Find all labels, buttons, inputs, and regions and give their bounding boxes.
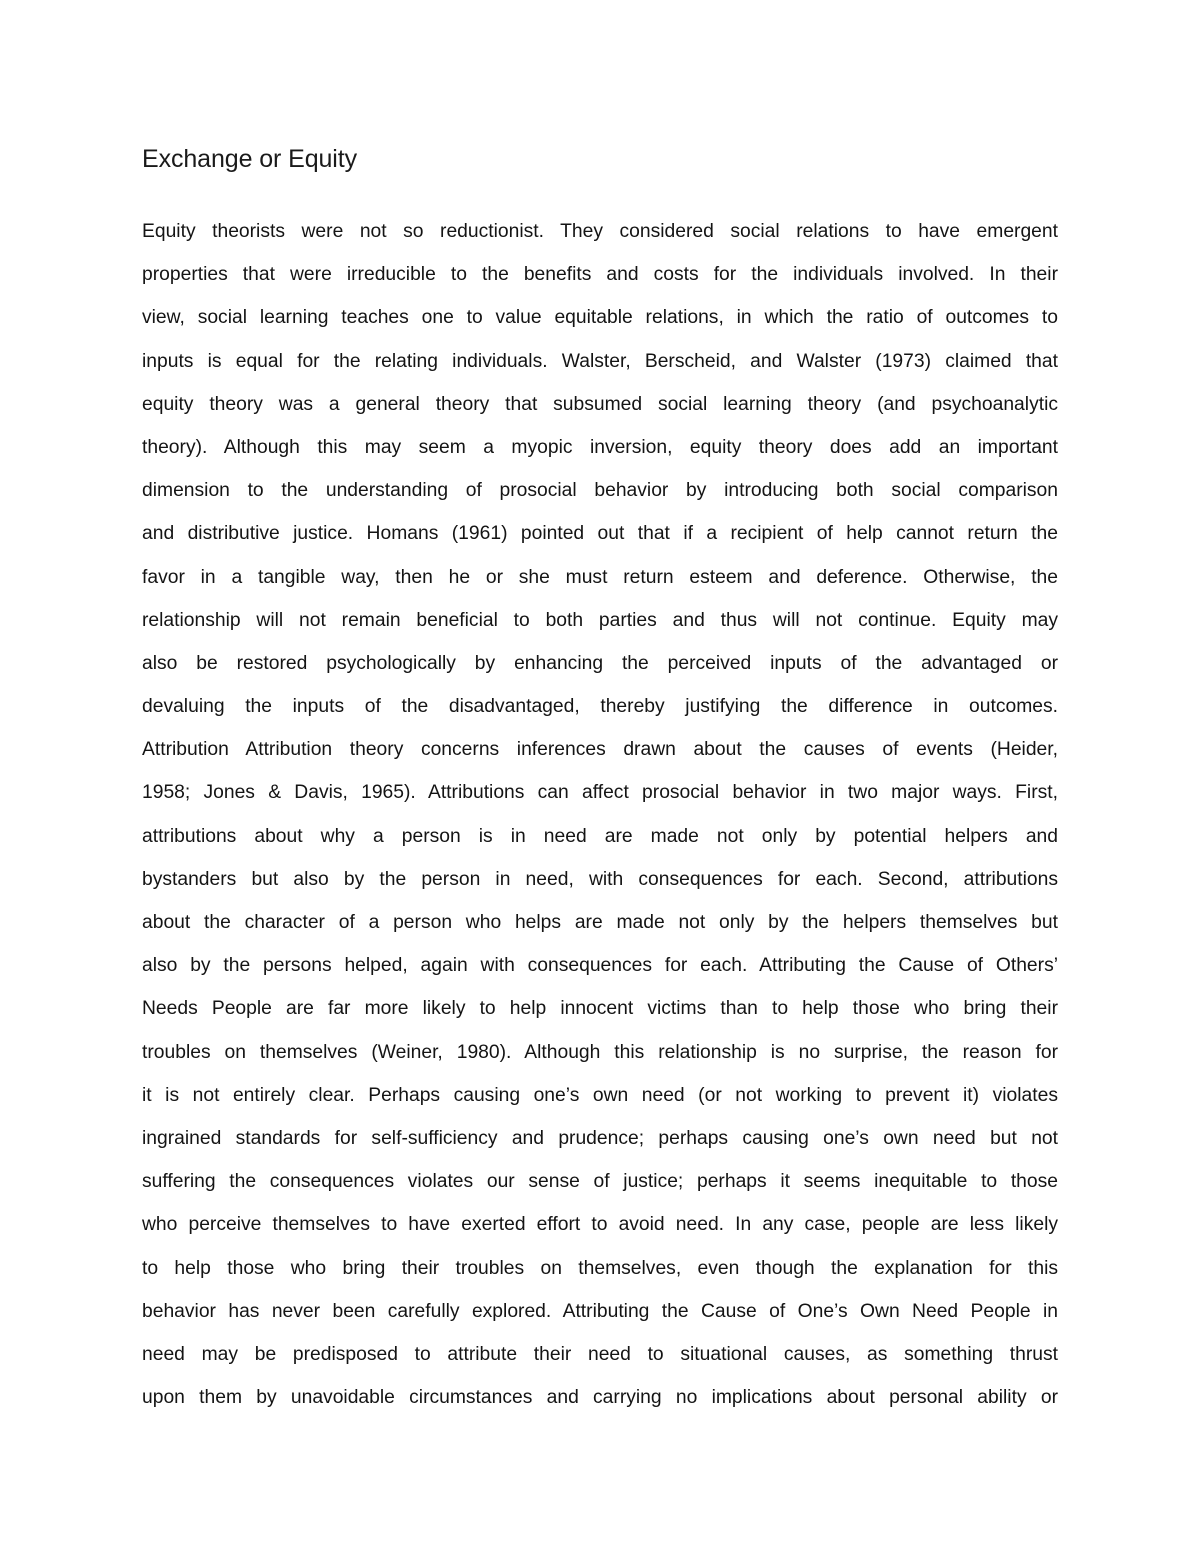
body-line: Equity theorists were not so reductionist. They considered social relations to have emergent [142,221,1058,242]
body-line: it is not entirely clear. Perhaps causing one’s own need (or not working to prevent it) violates [142,1084,1058,1106]
body-line: view, social learning teaches one to value equitable relations, in which the ratio of outcomes to [142,307,1058,329]
body-line: properties that were irreducible to the benefits and costs for the individuals involved. In their [142,264,1058,286]
body-line: who perceive themselves to have exerted effort to avoid need. In any case, people are less likely [142,1214,1058,1236]
body-line: devaluing the inputs of the disadvantaged, thereby justifying the difference in outcomes. [142,696,1058,718]
body-line: 1958; Jones & Davis, 1965). Attributions can affect prosocial behavior in two major ways. First, [142,782,1058,804]
body-line: theory). Although this may seem a myopic inversion, equity theory does add an important [142,436,1058,458]
document-body [142,210,1058,1419]
body-line: Attribution Attribution theory concerns inferences drawn about the causes of events (Heider, [142,739,1058,761]
body-line: relationship will not remain beneficial to both parties and thus will not continue. Equity may [142,609,1058,631]
body-line: behavior has never been carefully explored. Attributing the Cause of One’s Own Need People in [142,1300,1058,1322]
body-line: inputs is equal for the relating individuals. Walster, Berscheid, and Walster (1973) claimed that [142,350,1058,372]
body-line: also be restored psychologically by enhancing the perceived inputs of the advantaged or [142,652,1058,674]
body-line: equity theory was a general theory that subsumed social learning theory (and psychoanalytic [142,393,1058,415]
body-line: ingrained standards for self-sufficiency and prudence; perhaps causing one’s own need but not [142,1127,1058,1149]
body-line: dimension to the understanding of prosocial behavior by introducing both social comparison [142,480,1058,502]
body-line: suffering the consequences violates our sense of justice; perhaps it seems inequitable to those [142,1171,1058,1193]
body-line: and distributive justice. Homans (1961) pointed out that if a recipient of help cannot return the [142,523,1058,545]
document-heading: Exchange or Equity [142,145,357,173]
body-line: about the character of a person who helps are made not only by the helpers themselves but [142,912,1058,933]
body-line: upon them by unavoidable circumstances and carrying no implications about personal ability or [142,1387,1058,1409]
body-line: need may be predisposed to attribute their need to situational causes, as something thrust [142,1343,1058,1365]
body-line: bystanders but also by the person in need, with consequences for each. Second, attributions [142,868,1058,890]
body-line: also by the persons helped, again with consequences for each. Attributing the Cause of Others’ [142,955,1058,977]
body-line: attributions about why a person is in need are made not only by potential helpers and [142,825,1058,847]
body-line: favor in a tangible way, then he or she must return esteem and deference. Otherwise, the [142,566,1058,588]
body-line: Needs People are far more likely to help innocent victims than to help those who bring their [142,998,1058,1020]
body-line: troubles on themselves (Weiner, 1980). Although this relationship is no surprise, the reason for [142,1041,1058,1063]
body-line: to help those who bring their troubles on themselves, even though the explanation for this [142,1257,1058,1279]
